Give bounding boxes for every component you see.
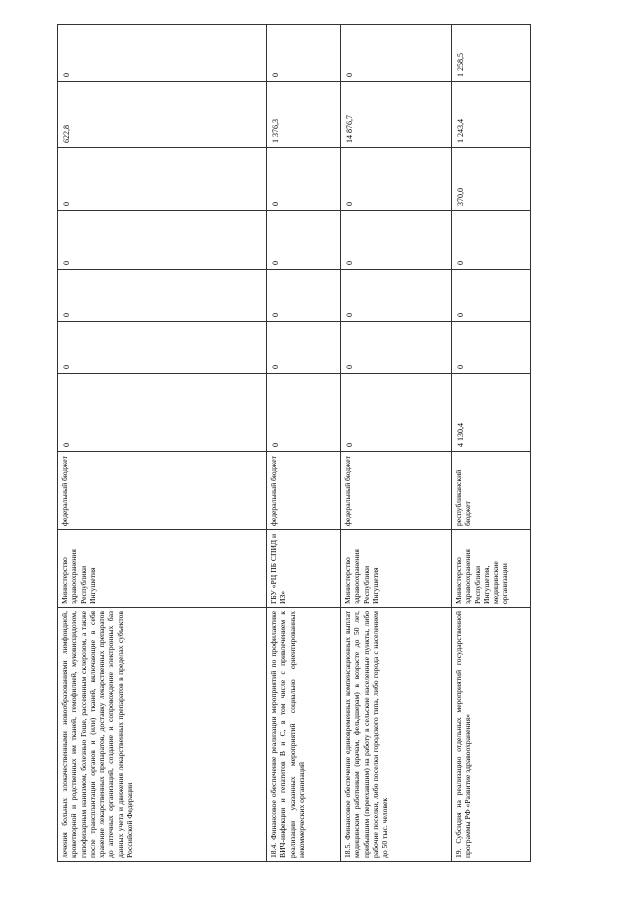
value-cell: 0: [452, 322, 531, 374]
value-cell: 0: [267, 25, 341, 82]
value-cell: 0: [341, 148, 452, 211]
value-cell: 0: [452, 211, 531, 270]
value-cell: 1 258,5: [452, 25, 531, 82]
table-row: [341, 25, 452, 862]
executor-cell: Министерство здравоохранения Республики Ингушетия: [58, 530, 267, 608]
executor-cell: Министерство здравоохранения Республики Ингушетия: [341, 530, 452, 608]
value-cell: 0: [341, 211, 452, 270]
value-cell: 1 243,4: [452, 82, 531, 148]
table-row: [58, 25, 267, 862]
program-financing-table: [57, 24, 531, 862]
value-cell: 622,8: [58, 82, 267, 148]
value-cell: 0: [341, 322, 452, 374]
measure-description: 19. Субсидия на реализацию отдельных мероприятий государственной программы РФ «Развитие здравоохранения»: [452, 608, 531, 862]
table-row: [267, 25, 341, 862]
rotated-table-container: [57, 25, 530, 862]
value-cell: 0: [267, 322, 341, 374]
value-cell: 0: [341, 270, 452, 322]
value-cell: 0: [452, 270, 531, 322]
funding-source-cell: федеральный бюджет: [267, 452, 341, 530]
funding-source-cell: республиканский бюджет: [452, 452, 531, 530]
value-cell: 14 876,7: [341, 82, 452, 148]
measure-description: 18.5. Финансовое обеспечение единовременных компенсационных выплат медицинским работникам (врачам, фельдшерам) в возрасте до 50 лет, прибывшим (переехавшим) на работу в сельские населенные пункты, либо рабочие поселки, либо поселки городского типа, либо города с населением до 50 тыс. человек: [341, 608, 452, 862]
executor-cell: Министерство здравоохранения Республики Ингушетия, медицинские организации: [452, 530, 531, 608]
value-cell: 0: [58, 374, 267, 452]
measure-description: 18.4. Финансовое обеспечение реализации мероприятий по профилактике ВИЧ-инфекции и гепатитов В и С, в том числе с привлечением к реализации указанных мероприятий социально ориентированных некоммерческих организаций: [267, 608, 341, 862]
value-cell: 0: [341, 25, 452, 82]
value-cell: 4 130,4: [452, 374, 531, 452]
value-cell: 0: [58, 270, 267, 322]
value-cell: 0: [341, 374, 452, 452]
value-cell: 0: [267, 374, 341, 452]
measure-description: лечения больных злокачественными новообразованиями лимфоидной, кроветворной и родственных им тканей, гемофилией, муковисцидозом, гипофизарным нанизмом, болезнью Гоше, рассеянным склерозом, а также после трансплантации органов и (или) тканей, включающие в себя хранение лекарственных препаратов, доставку лекарственных препаратов до аптечных организаций, создание и сопровождение электронных баз данных учета и движения лекарственных препаратов в пределах субъектов Российской Федерации: [58, 608, 267, 862]
value-cell: 0: [267, 148, 341, 211]
value-cell: 0: [267, 211, 341, 270]
value-cell: 0: [58, 322, 267, 374]
funding-source-cell: федеральный бюджет: [341, 452, 452, 530]
value-cell: 0: [58, 25, 267, 82]
value-cell: 0: [267, 270, 341, 322]
funding-source-cell: федеральный бюджет: [58, 452, 267, 530]
value-cell: 1 376,3: [267, 82, 341, 148]
table-row: [452, 25, 531, 862]
executor-cell: ГБУ «РЦ ПБ СПИД и ИЗ»: [267, 530, 341, 608]
value-cell: 0: [58, 148, 267, 211]
value-cell: 370,0: [452, 148, 531, 211]
value-cell: 0: [58, 211, 267, 270]
